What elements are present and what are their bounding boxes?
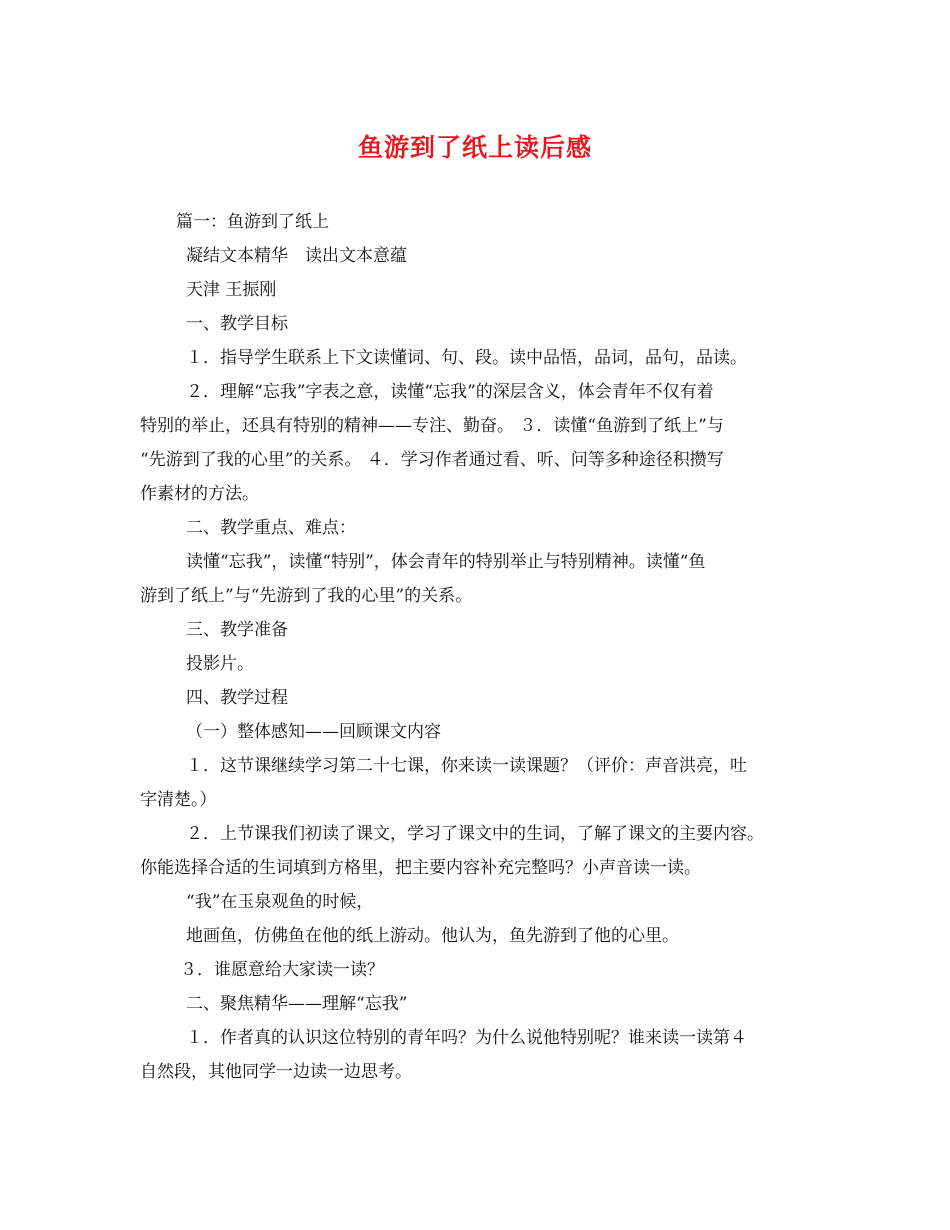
text-line: 二、教学重点、难点： (186, 518, 356, 538)
text-line: １．作者真的认识这位特别的青年吗？为什么说他特别呢？谁来读一读第４ (186, 1028, 747, 1048)
text-line: 篇一：鱼游到了纸上 (176, 212, 329, 232)
text-line: ２．上节课我们初读了课文，学习了课文中的生词，了解了课文的主要内容。 (186, 824, 764, 844)
text-line: 二、聚焦精华——理解“忘我” (186, 994, 408, 1014)
text-line: 一、教学目标 (186, 314, 288, 334)
text-line: “我”在玉泉观鱼的时候， (186, 892, 374, 912)
text-line: 四、教学过程 (186, 688, 288, 708)
text-line: 字清楚。） (140, 790, 217, 810)
text-line: 游到了纸上”与“先游到了我的心里”的关系。 (140, 586, 473, 606)
text-line: （一）整体感知——回顾课文内容 (186, 722, 441, 742)
text-line: 特别的举止，还具有特别的精神——专注、勤奋。 ３．读懂“鱼游到了纸上”与 (140, 416, 724, 436)
text-line: “先游到了我的心里”的关系。 ４．学习作者通过看、听、问等多种途径积攒写 (140, 450, 724, 470)
text-line: １．这节课继续学习第二十七课，你来读一读课题？（评价：声音洪亮，吐 (186, 756, 747, 776)
text-line: ２．理解“忘我”字表之意，读懂“忘我”的深层含义，体会青年不仅有着 (186, 382, 714, 402)
text-line: 你能选择合适的生词填到方格里，把主要内容补充完整吗？小声音读一读。 (140, 858, 701, 878)
text-line: 作素材的方法。 (140, 484, 259, 504)
text-line: １．指导学生联系上下文读懂词、句、段。读中品悟，品词，品句，品读。 (186, 348, 747, 368)
text-line: 凝结文本精华 读出文本意蕴 (186, 246, 407, 266)
document-body (140, 205, 815, 1089)
document-title: 鱼游到了纸上读后感 (357, 133, 592, 162)
text-line: ３．谁愿意给大家读一读？ (180, 960, 384, 980)
text-line: 三、教学准备 (186, 620, 288, 640)
text-line: 读懂“忘我”，读懂“特别”，体会青年的特别举止与特别精神。读懂“鱼 (186, 552, 706, 572)
text-line: 自然段，其他同学一边读一边思考。 (140, 1062, 412, 1082)
text-line: 天津 王振刚 (186, 280, 277, 300)
text-line: 投影片。 (186, 654, 254, 674)
text-line: 地画鱼，仿佛鱼在他的纸上游动。他认为，鱼先游到了他的心里。 (186, 926, 679, 946)
